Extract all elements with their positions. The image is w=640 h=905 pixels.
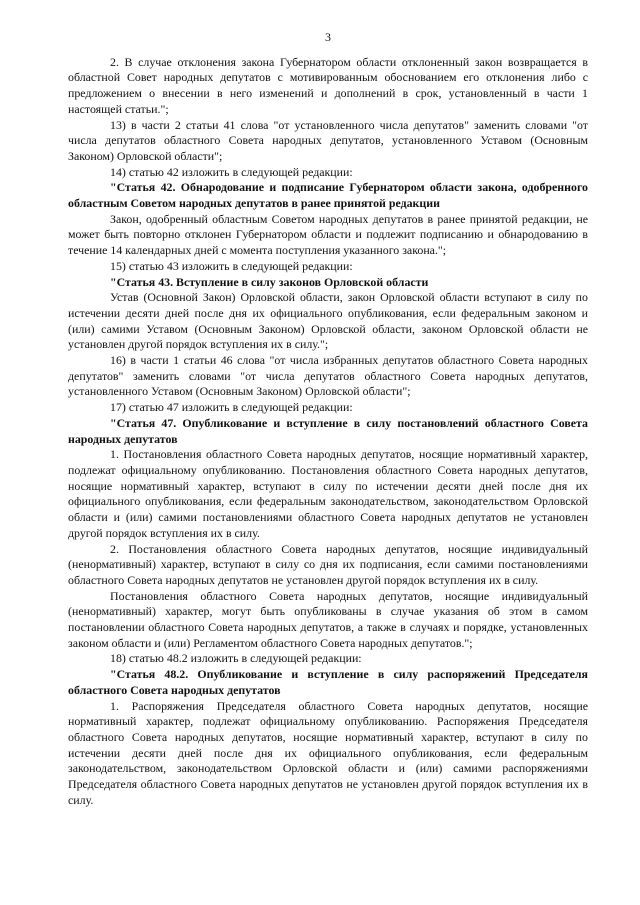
article-heading: "Статья 43. Вступление в силу законов Орловской области bbox=[110, 274, 429, 289]
document-body bbox=[68, 55, 588, 809]
paragraph: 1. Постановления областного Совета народных депутатов, носящие нормативный характер, подлежат официальному опубликованию. Постановления областного Совета народных депутатов, носящие нормативный характер, вступают в силу по истечении десяти дней после дня их официального опубликования, если федеральным законодательством, законодательством Орловской области и (или) самими постановлениями областного Совета народных депутатов не установлен другой порядок вступления их в силу. bbox=[68, 447, 588, 540]
paragraph: 17) статью 47 изложить в следующей редакции: bbox=[110, 400, 353, 415]
paragraph: Постановления областного Совета народных депутатов, носящие индивидуальный (ненормативный) характер, могут быть опубликованы в случае указания об этом в самом постановлении областного Совета народных депутатов, а также в случаях и порядке, установленных законом области и (или) Регламентом областного Совета народных депутатов."; bbox=[68, 588, 588, 650]
paragraph: 18) статью 48.2 изложить в следующей редакции: bbox=[110, 651, 362, 666]
document-page bbox=[68, 30, 588, 808]
paragraph: 1. Распоряжения Председателя областного Совета народных депутатов, носящие нормативный характер, подлежат официальному опубликованию. Распоряжения Председателя областного Совета народных депутатов, носящие нормативный характер, вступают в силу по истечении десяти дней после дня их официального опубликования, если федеральным законодательством, законодательством Орловской области и (или) самими распоряжениями Председателя областного Совета народных депутатов не установлен другой порядок вступления их в силу. bbox=[68, 698, 588, 807]
paragraph: 2. В случае отклонения закона Губернатором области отклоненный закон возвращается в областной Совет народных депутатов с мотивированным обоснованием его отклонения либо с предложением о внесении в него изменений и дополнений в срок, установленный в части 1 настоящей статьи."; bbox=[68, 54, 588, 116]
paragraph: 2. Постановления областного Совета народных депутатов, носящие индивидуальный (ненормативный) характер, вступают в силу со дня их подписания, если самими постановлениями областного Совета народных депутатов не установлен другой порядок вступления их в силу. bbox=[68, 541, 588, 587]
paragraph: 16) в части 1 статьи 46 слова "от числа избранных депутатов областного Совета народных депутатов" заменить словами "от числа депутатов областного Совета народных депутатов, установленного Уставом (Основным Законом) Орловской области"; bbox=[68, 353, 588, 399]
paragraph: 14) статью 42 изложить в следующей редакции: bbox=[110, 164, 353, 179]
paragraph: Закон, одобренный областным Советом народных депутатов в ранее принятой редакции, не может быть повторно отклонен Губернатором области и подлежит подписанию и обнародованию в течение 14 календарных дней с момента поступления указанного закона."; bbox=[68, 211, 588, 258]
paragraph: 13) в части 2 статьи 41 слова "от установленного числа депутатов" заменить словами "от числа депутатов областного Совета народных депутатов, установленного Уставом (Основным Законом) Орловской области"; bbox=[68, 117, 588, 163]
article-heading: "Статья 48.2. Опубликование и вступление в силу распоряжений Председателя областного Совета народных депутатов bbox=[68, 667, 588, 697]
article-heading: "Статья 42. Обнародование и подписание Губернатором области закона, одобренного областным Советом народных депутатов в ранее принятой редакции bbox=[68, 180, 588, 211]
paragraph: 15) статью 43 изложить в следующей редакции: bbox=[110, 258, 353, 273]
page-number: 3 bbox=[325, 30, 331, 44]
article-heading: "Статья 47. Опубликование и вступление в силу постановлений областного Совета народных депутатов bbox=[68, 415, 588, 446]
paragraph: Устав (Основной Закон) Орловской области, закон Орловской области вступают в силу по истечении десяти дней после дня их официального опубликования, если федеральным законом и (или) самими Уставом (Основным Законом) Орловской области, законом Орловской области не установлен другой порядок вступления их в силу."; bbox=[68, 290, 588, 352]
